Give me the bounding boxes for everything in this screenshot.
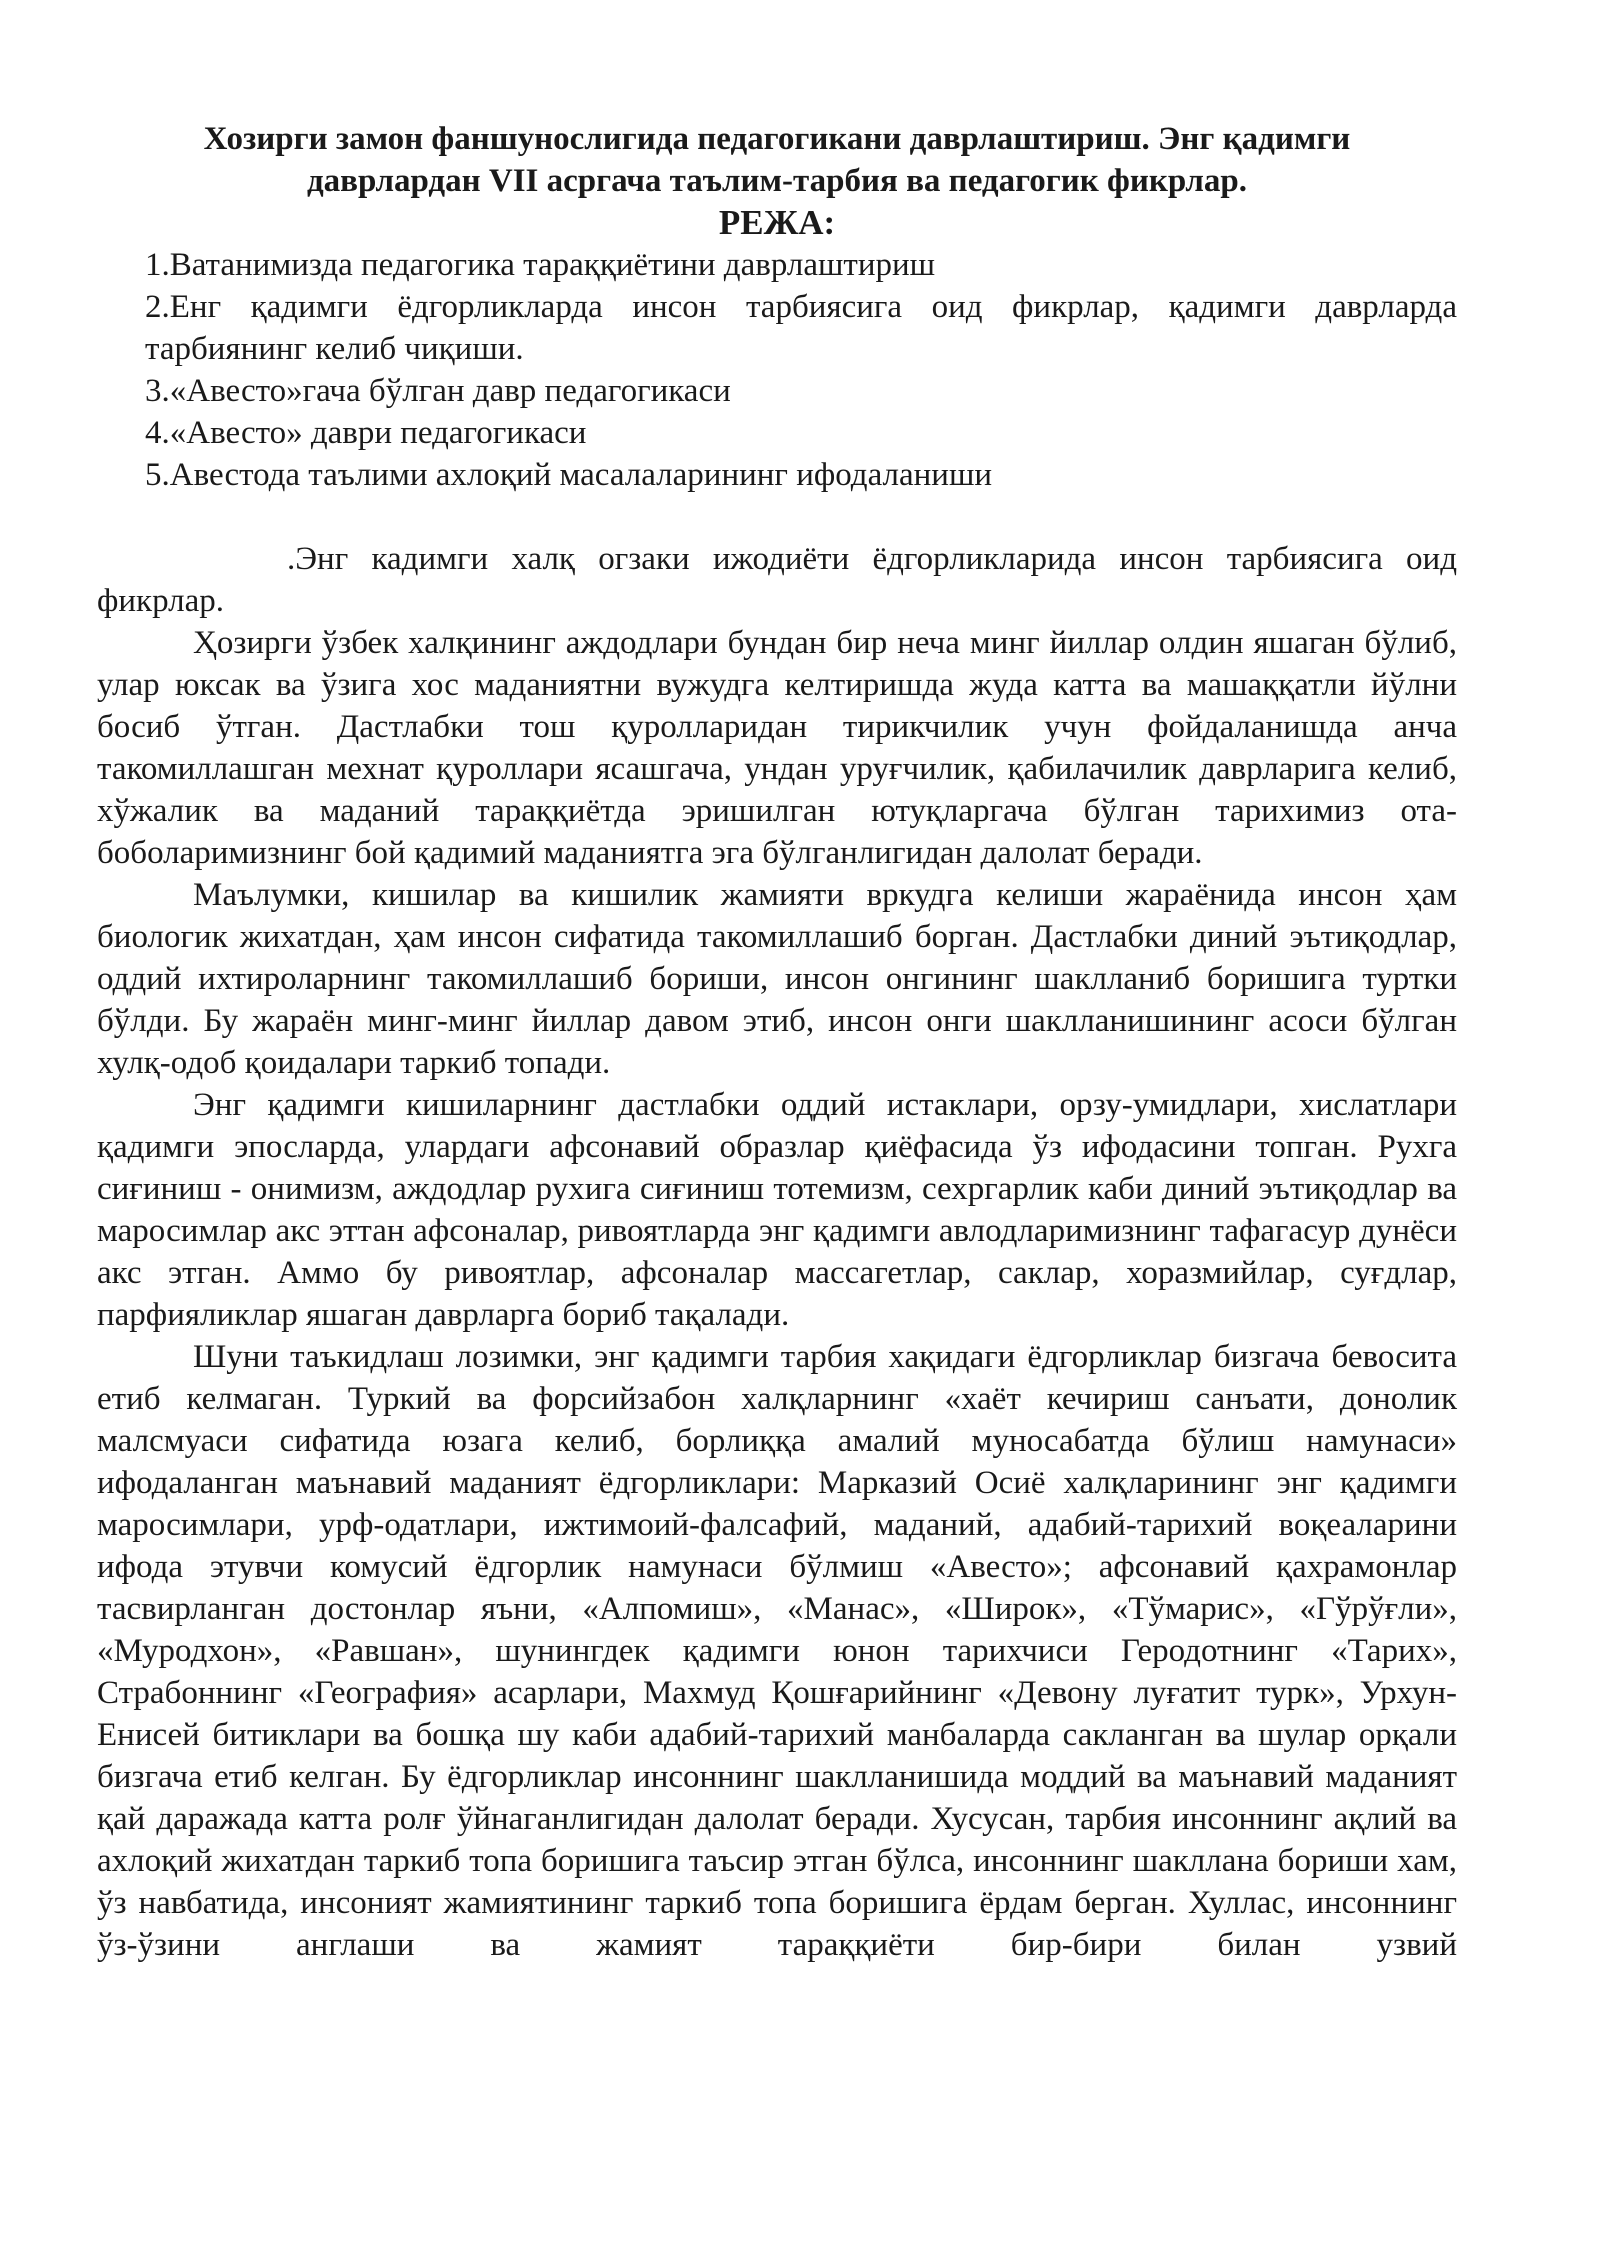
plan-item: 2.Енг қадимги ёдгорликларда инсон тарбиясига оид фикрлар, қадимги даврларда тарбиянинг келиб чиқиши. [145, 289, 1457, 367]
document-title-line-2: даврлардан VII асргача таълим-тарбия ва педагогик фикрлар. [306, 163, 1248, 199]
plan-item: 5.Авестода таълими ахлоқий масалаларининг ифодаланиши [145, 457, 993, 493]
plan-item: 1.Ватанимизда педагогика тараққиётини даврлаштириш [145, 247, 936, 283]
document-page [97, 118, 1457, 1966]
plan-item: 4.«Авесто» даври педагогикаси [145, 415, 587, 451]
body-paragraph: Энг қадимги кишиларнинг дастлабки оддий истаклари, орзу-умидлари, хислатлари қадимги эпосларда, улардаги афсонавий образлар қиёфасида ўз ифодасини топган. Рухга сиғиниш - онимизм, аждодлар рухига сиғиниш тотемизм, сехргарлик каби диний эътиқодлар ва маросимлар акс эттан афсоналар, ривоятларда энг қадимги авлодларимизнинг тафагасур дунёси акс этган. Аммо бу ривоятлар, афсоналар массагетлар, саклар, хоразмийлар, суғдлар, парфияликлар яшаган даврларга бориб тақалади. [97, 1087, 1457, 1333]
body-paragraph: Ҳозирги ўзбек халқининг аждодлари бундан бир неча минг йиллар олдин яшаган бўлиб, улар юксак ва ўзига хос маданиятни вужудга келтиришда жуда катта ва машаққатли йўлни босиб ўтган. Дастлабки тош қуролларидан тирикчилик учун фойдаланишда анча такомиллашган мехнат қуроллари ясашгача, ундан уруғчилик, қабилачилик даврларига келиб, хўжалик ва маданий тараққиётда эришилган ютуқларгача бўлган тарихимиз ота-боболаримизнинг бой қадимий маданиятга эга бўлганлигидан далолат беради. [97, 625, 1457, 871]
section-intro: .Энг кадимги халқ огзаки ижодиёти ёдгорликларида инсон тарбиясига оид фикрлар. [97, 541, 1457, 619]
document-title-line-1: Хозирги замон фаншунослигида педагогикани даврлаштириш. Энг қадимги [203, 121, 1351, 157]
document-body [97, 538, 1457, 1966]
plan-list [97, 244, 1457, 496]
body-paragraph: Маълумки, кишилар ва кишилик жамияти вркудга келиши жараёнида инсон ҳам биологик жихатдан, ҳам инсон сифатида такомиллашиб борган. Дастлабки диний эътиқодлар, оддий ихтироларнинг такомиллашиб бориши, инсон онгининг шаклланиб боришига туртки бўлди. Бу жараён минг-минг йиллар давом этиб, инсон онги шаклланишининг асоси бўлган хулқ-одоб қоидалари таркиб топади. [97, 877, 1457, 1081]
blank-line [97, 496, 1457, 538]
plan-heading: РЕЖА: [718, 203, 836, 242]
body-paragraph: Шуни таъкидлаш лозимки, энг қадимги тарбия хақидаги ёдгорликлар бизгача бевосита етиб келмаган. Туркий ва форсийзабон халқларнинг «хаёт кечириш санъати, донолик малсмуаси сифатида юзага келиб, борлиққа амалий муносабатда бўлиш намунаси» ифодаланган маънавий маданият ёдгорликлари: Марказий Осиё халқларининг энг қадимги маросимлари, урф-одатлари, ижтимоий-фалсафий, маданий, адабий-тарихий воқеаларини ифода этувчи комусий ёдгорлик намунаси бўлмиш «Авесто»; афсонавий қахрамонлар тасвирланган достонлар яъни, «Алпомиш», «Манас», «Широк», «Тўмарис», «Гўрўғли», «Муродхон», «Равшан», шунингдек қадимги юнон тарихчиси Геродотнинг «Тарих», Страбоннинг «География» асарлари, Махмуд Қошғарийнинг «Девону луғатит турк», Урхун-Енисей битиклари ва бошқа шу каби адабий-тарихий манбаларда сакланган ва шулар орқали бизгача етиб келган. Бу ёдгорликлар инсоннинг шаклланишида моддий ва маънавий маданият қай даражада катта ролғ ўйнаганлигидан далолат беради. Хусусан, тарбия инсоннинг ақлий ва ахлоқий жихатдан таркиб топа боришига таъсир этган бўлса, инсоннинг шакллана бориши хам, ўз навбатида, инсоният жамиятининг таркиб топа боришига ёрдам берган. Хуллас, инсоннинг ўз-ўзини англаши ва жамият тараққиёти бир-бири билан узвий [97, 1339, 1457, 1963]
plan-item: 3.«Авесто»гача бўлган давр педагогикаси [145, 373, 731, 409]
